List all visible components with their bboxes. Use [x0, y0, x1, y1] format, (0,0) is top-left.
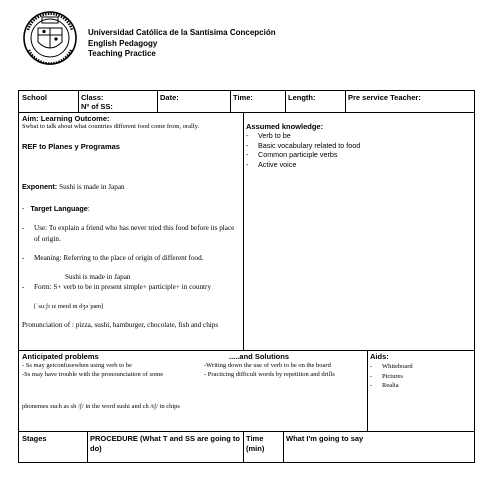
exponent-label: Exponent: — [22, 182, 58, 191]
target-use-text: Use: To explain a friend who has never tried this food before its place of origin. — [34, 224, 235, 243]
pronunciation-text: Pronunciation of : pizza, sushi, hamburger, chocolate, fish and chips — [22, 321, 219, 329]
lesson-section — [18, 112, 475, 351]
phonemes-text: phonemes such as sh /ʃ/ in the word sushi and ch /tʃ/ in chips — [22, 403, 180, 410]
solution-item: -Writing down the use of verb to be on the board — [204, 362, 331, 369]
university-name: Universidad Católica de la Santísima Concepción — [88, 28, 276, 37]
aids-label: Aids: — [370, 352, 389, 361]
solution-item: - Practicing difficult words by repetition and drills — [204, 371, 335, 378]
target-meaning-text: Meaning: Referring to the place of origin of different food. — [34, 254, 204, 262]
time-min-label: Time (min) — [246, 434, 265, 453]
aid-item: - Whiteboard — [370, 362, 470, 372]
form-example: Sushi is made in Japan — [65, 273, 131, 281]
say-label: What I'm going to say — [286, 434, 364, 443]
target-use: - Use: To explain a friend who has never tried this food before its place of origin. — [22, 223, 240, 245]
university-seal — [22, 8, 78, 72]
target-meaning: - Meaning: Referring to the place of origin of different food. — [22, 254, 204, 262]
top-row — [18, 90, 475, 113]
assumed-list — [246, 131, 446, 169]
aim-text: Swbat to talk about what countries different food come from, orally. — [22, 123, 200, 130]
exponent — [22, 182, 125, 191]
teacher-label: Pre service Teacher: — [348, 93, 421, 102]
aid-item: - Pictures — [370, 372, 470, 382]
aid-item: - Realia — [370, 381, 470, 391]
problem-item: -Ss may have trouble with the pronounciation of some — [22, 371, 164, 378]
ref-label: REF to Planes y Programas — [22, 142, 120, 151]
class-label: Class: — [81, 93, 104, 102]
target-language: - Target Language: — [22, 204, 90, 213]
time-label: Time: — [233, 93, 253, 102]
date-label: Date: — [160, 93, 179, 102]
stages-label: Stages — [22, 434, 47, 443]
program-name: English Pedagogy — [88, 38, 158, 48]
course-name: Teaching Practice — [88, 49, 156, 58]
num-ss-label: Nº of SS: — [81, 102, 113, 111]
assumed-label: Assumed knowledge: — [246, 122, 324, 131]
aim-label: Aim: Learning Outcome: — [22, 114, 110, 123]
assumed-item: - Common participle verbs — [246, 150, 446, 160]
header-text — [88, 28, 276, 60]
target-label: Target Language — [30, 204, 88, 213]
ipa-transcription: [ˈsuːʃɪ ɪz meɪd ɪn dʒəˈpæn] — [34, 303, 104, 310]
exponent-text: Sushi is made in Japan — [59, 183, 125, 191]
assumed-item: - Active voice — [246, 160, 446, 170]
school-label: School — [22, 93, 48, 102]
target-form-text: Form: S+ verb to be in present simple+ participle+ in country — [34, 283, 212, 291]
assumed-item: - Verb to be — [246, 131, 446, 141]
bottom-row — [18, 431, 475, 463]
assumed-item: - Basic vocabulary related to food — [246, 141, 446, 151]
solutions-label: .....and Solutions — [229, 352, 289, 361]
procedure-label: PROCEDURE (What T and SS are going to do) — [90, 434, 241, 453]
length-label: Length: — [288, 93, 316, 102]
problem-item: - Ss may getconfusewhen using verb to be — [22, 362, 132, 369]
problems-section — [18, 350, 475, 432]
target-form: - Form: S+ verb to be in present simple+ participle+ in country — [22, 283, 212, 291]
problems-label: Anticipated problems — [22, 352, 99, 361]
aids-list — [370, 362, 470, 391]
